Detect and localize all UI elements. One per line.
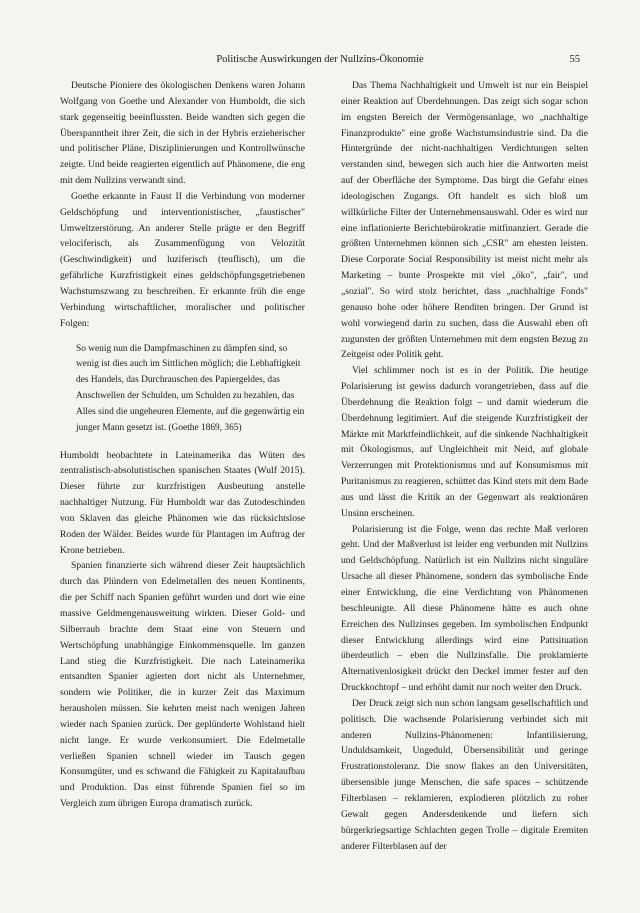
paragraph-sustainability: Das Thema Nachhaltigkeit und Umwelt ist nur ein Beispiel einer Reaktion auf Überdehnungen. Das zeigt sich sogar schon im engsten Bereich der Vermögensanlage, wo „nachhaltige Finanzprodukte" eine große Wachstumsindustrie sind. Da die Hintergründe der nicht-nachhaltigen Verdichtungen selten verstanden sind, bewegen sich auch hier die Antworten meist auf der Oberfläche der Symptome. Das birgt die Gefahr eines ideologischen Zugangs. Oft handelt es sich bloß um willkürliche Filter der Unternehmensauswahl. Oder es wird nur eine inflationierte Berichtebürokratie mitfinanziert. Gerade die größten Unternehmen können sich „CSR" am ehesten leisten. Diese Corporate Social Responsibility ist meist nicht mehr als Marketing – bunte Prospekte mit viel „öko", „fair", und „sozial". So wird stolz berichtet, dass „nachhaltige Fonds" genauso hohe oder höhere Renditen bringen. Der Grund ist wohl vorwiegend darin zu suchen, dass die Auswahl eben oft zugunsten der größten Unternehmen mit dem engsten Bezug zu Zeitgeist oder Politik geht. (341, 80, 588, 361)
paragraph-politics: Viel schlimmer noch ist es in der Politik. Die heutige Polarisierung ist gewiss dadurch vorangetrieben, dass auf die Überdehnung die Reaktion folgt – und damit wiederum die Überdehnung legitimiert. Auf die steigende Kurzfristigkeit der Märkte mit Marktfeindlichkeit, auf die sinkende Nachhaltigkeit mit Ökologismus, auf Ungleichheit mit Neid, auf globale Verzerrungen mit Protektionismus und auf Konsumismus mit Puritanismus zu reagieren, schüttet das Kind stets mit dem Bade aus und lässt die Kritik an der Gegenwart als reaktionären Unsinn erscheinen. (341, 365, 588, 519)
paragraph-spain: Spanien finanzierte sich während dieser Zeit hauptsächlich durch das Plündern von Edelmetallen des neuen Kontinents, die per Schiff nach Spanien geführt wurden und dort wie eine massive Geldmengenausweitung wirkten. Dieser Gold- und Silberraub brachte dem Staat eine von Steuern und Wertschöpfung unabhängige Einkommensquelle. Im ganzen Land stieg die Kurzfristigkeit. Die nach Lateinamerika entsandten Spanier agierten dort nicht als Unternehmer, sondern wie Politiker, die in kurzer Zeit das Maximum herausholen müssen. Sie kehrten meist nach wenigen Jahren wieder nach Spanien zurück. Der geplünderte Wohlstand hielt nicht lange. Er wurde verkonsumiert. Die Edelmetalle verließen Spanien schnell wieder im Tausch gegen Konsumgüter, und es schwand die Fähigkeit zu Kapitalaufbau und Produktion. Das einst führende Spanien fiel so im Vergleich zum übrigen Europa dramatisch zurück. (60, 560, 305, 810)
left-column (60, 78, 305, 812)
paragraph-polarization: Polarisierung ist die Folge, wenn das rechte Maß verloren geht. Und der Maßverlust ist leider eng verbunden mit Nullzins und Geldschöpfung. Natürlich ist ein Nullzins nicht singuläre Ursache all dieser Phänomene, sondern das symbolische Ende einer Entwicklung, die eine Verdichtung von Phänomenen beschleunigte. All diese Phänomene hätte es auch ohne Erreichen des Nullzinses gegeben. Im symbolischen Endpunkt dieser Entwicklung allerdings wird eine Pattsituation überdeutlich – eben die Nullzinsfalle. Die proklamierte Alternativenlosigkeit drückt den Deckel immer fester auf den Druckkochtopf – und erhöht damit nur noch weiter den Druck. (341, 523, 588, 694)
running-head (60, 53, 580, 67)
paragraph-goethe-faust: Goethe erkannte in Faust II die Verbindung von moderner Geldschöpfung und interventionistischer, „faustischer" Umweltzerstörung. An anderer Stelle prägte er den Begriff velociferisch, als Zusammenfügung von Velozität (Geschwindigkeit) und luziferisch (teuflisch), um die gefährliche Kurzfristigkeit eines geldschöpfungsgetriebenen Wachstumszwang zu beschreiben. Er erkannte früh die enge Verbindung wirtschaftlicher, moralischer und politischer Folgen: (60, 190, 305, 329)
paragraph-pressure: Der Druck zeigt sich nun schon langsam gesellschaftlich und politisch. Die wachsende Polarisierung verbindet sich mit anderen Nullzins-Phänomenen: Infantilisierung, Unduldsamkeit, Ungeduld, Übersensibilität und geringe Frustrationstoleranz. Die snow flakes an den Universitäten, übersensible junge Menschen, die safe spaces – schützende Filterblasen – reklamieren, explodieren plötzlich zu roher Gewalt gegen Andersdenkende und liefern sich bürgerkriegsartige Schlachten gegen Trolle – digitale Eremiten anderer Filterblasen auf der (341, 697, 588, 852)
goethe-quote: So wenig nun die Dampfmaschinen zu dämpfen sind, so wenig ist dies auch im Sittlichen möglich; die Lebhaftigkeit des Handels, das Durchrauschen des Papiergeldes, das Anschwellen der Schulden, um Schulden zu bezahlen, das Alles sind die ungeheuren Elemente, auf die gegenwärtig ein junger Mann gesetzt ist. (Goethe 1869, 365) (76, 343, 305, 433)
right-column (341, 78, 588, 854)
paragraph-humboldt: Humboldt beobachtete in Lateinamerika das Wüten des zentralistisch-absolutistischen spanischen Staates (Wulf 2015). Dieser führte zur kurzfristigen Ausbeutung anstelle nachhaltiger Nutzung. Für Humboldt war das Zutodeschinden von Sklaven das gleiche Phänomen wie das rücksichtslose Roden der Wälder. Beides wurde für Plantagen im Auftrag der Krone betrieben. (60, 449, 305, 556)
paragraph-pioneers: Deutsche Pioniere des ökologischen Denkens waren Johann Wolfgang von Goethe und Alexander von Humboldt, die sich stark gegenseitig beeinflussten. Beide wandten sich gegen die Überspanntheit ihrer Zeit, die sich in der Hybris erzieherischer und politischer Pläne, Disziplinierungen und Kontrollwünsche zeigte. Und beide reagierten eigentlich auf Phänomene, die eng mit dem Nullzins verwandt sind. (60, 80, 305, 187)
page-number: 55 (569, 54, 580, 65)
running-title: Politische Auswirkungen der Nullzins-Ökonomie (216, 54, 424, 65)
